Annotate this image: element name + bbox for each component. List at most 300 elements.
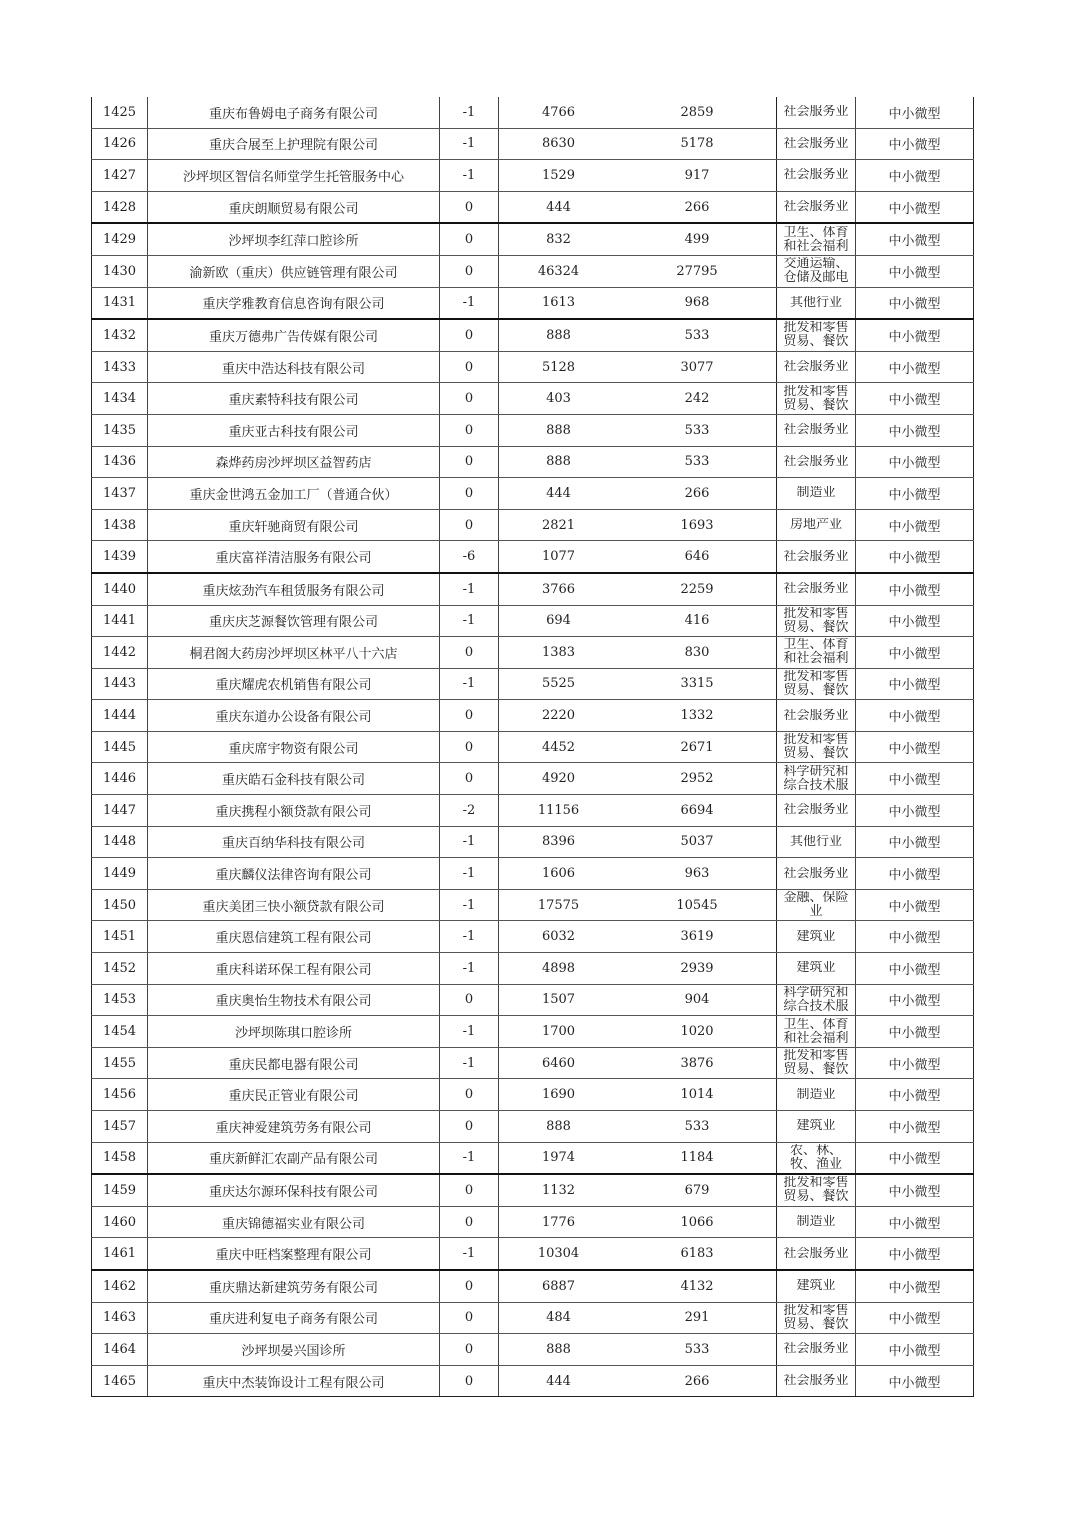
value-2-cell: 3619 [618, 921, 777, 953]
row-number-cell: 1464 [92, 1334, 148, 1366]
table-row [92, 191, 974, 223]
row-number-cell: 1455 [92, 1047, 148, 1079]
value-1-cell: 2220 [499, 700, 619, 732]
value-2-cell: 5178 [618, 128, 777, 160]
enterprise-scale-cell: 中小微型 [856, 668, 974, 700]
value-1-cell: 444 [499, 1365, 619, 1397]
value-1-cell: 1132 [499, 1174, 619, 1206]
table-row [92, 605, 974, 637]
enterprise-scale-cell: 中小微型 [856, 795, 974, 827]
company-name-cell: 重庆美团三快小额贷款有限公司 [148, 889, 440, 921]
table-row [92, 319, 974, 351]
value-1-cell: 1077 [499, 541, 619, 573]
change-value-cell: 0 [440, 223, 499, 255]
industry-cell [777, 478, 856, 510]
row-number-cell: 1439 [92, 541, 148, 573]
industry-label: 建筑业 [796, 961, 836, 976]
change-value-cell: -6 [440, 541, 499, 573]
industry-cell [777, 1079, 856, 1111]
value-1-cell: 403 [499, 383, 619, 415]
industry-cell [777, 637, 856, 669]
value-2-cell: 242 [618, 383, 777, 415]
industry-cell [777, 97, 856, 128]
change-value-cell: 0 [440, 731, 499, 763]
value-2-cell: 1014 [618, 1079, 777, 1111]
table-row [92, 255, 974, 287]
table-row [92, 668, 974, 700]
enterprise-scale-cell: 中小微型 [856, 984, 974, 1016]
value-1-cell: 1776 [499, 1206, 619, 1238]
table-row [92, 1047, 974, 1079]
table-row [92, 128, 974, 160]
row-number-cell: 1427 [92, 160, 148, 192]
table-row [92, 795, 974, 827]
table-row [92, 509, 974, 541]
value-2-cell: 1066 [618, 1206, 777, 1238]
change-value-cell: 0 [440, 700, 499, 732]
company-name-cell: 重庆携程小额贷款有限公司 [148, 795, 440, 827]
industry-label: 社会服务业 [783, 549, 849, 564]
enterprise-scale-cell: 中小微型 [856, 191, 974, 223]
industry-label: 社会服务业 [783, 1374, 849, 1389]
industry-cell [777, 1174, 856, 1206]
enterprise-scale-cell: 中小微型 [856, 1016, 974, 1048]
table-row [92, 1142, 974, 1174]
value-1-cell: 1700 [499, 1016, 619, 1048]
row-number-cell: 1426 [92, 128, 148, 160]
industry-label: 批发和零售贸易、餐饮 [783, 1176, 849, 1205]
value-2-cell: 266 [618, 191, 777, 223]
company-name-cell: 重庆锦德福实业有限公司 [148, 1206, 440, 1238]
industry-label: 房地产业 [789, 518, 842, 533]
value-1-cell: 484 [499, 1302, 619, 1334]
company-name-cell: 重庆达尔源环保科技有限公司 [148, 1174, 440, 1206]
value-1-cell: 1613 [499, 287, 619, 319]
industry-label: 批发和零售贸易、餐饮 [783, 321, 849, 350]
enterprise-scale-cell: 中小微型 [856, 921, 974, 953]
industry-label: 建筑业 [796, 1279, 836, 1294]
enterprise-scale-cell: 中小微型 [856, 255, 974, 287]
table-row [92, 1174, 974, 1206]
company-name-cell: 重庆中浩达科技有限公司 [148, 351, 440, 383]
table-row [92, 1334, 974, 1366]
table-row [92, 921, 974, 953]
company-name-cell: 重庆奥怡生物技术有限公司 [148, 984, 440, 1016]
table-row [92, 889, 974, 921]
company-name-cell: 重庆庆芝源餐饮管理有限公司 [148, 605, 440, 637]
industry-cell [777, 223, 856, 255]
company-name-cell: 重庆亚古科技有限公司 [148, 414, 440, 446]
company-name-cell: 重庆学雅教育信息咨询有限公司 [148, 287, 440, 319]
industry-cell [777, 826, 856, 858]
industry-label: 社会服务业 [783, 105, 849, 120]
change-value-cell: -1 [440, 97, 499, 128]
change-value-cell: -1 [440, 1238, 499, 1270]
change-value-cell: 0 [440, 1206, 499, 1238]
industry-cell [777, 128, 856, 160]
value-1-cell: 4920 [499, 763, 619, 795]
enterprise-scale-cell: 中小微型 [856, 1111, 974, 1143]
change-value-cell: 0 [440, 984, 499, 1016]
value-1-cell: 4766 [499, 97, 619, 128]
enterprise-scale-cell: 中小微型 [856, 731, 974, 763]
row-number-cell: 1437 [92, 478, 148, 510]
enterprise-scale-cell: 中小微型 [856, 1302, 974, 1334]
table-row [92, 1302, 974, 1334]
table-row [92, 541, 974, 573]
industry-cell [777, 414, 856, 446]
row-number-cell: 1456 [92, 1079, 148, 1111]
industry-label: 科学研究和综合技术服 [783, 985, 849, 1014]
table-body [92, 97, 974, 1397]
company-name-cell: 重庆民都电器有限公司 [148, 1047, 440, 1079]
industry-cell [777, 763, 856, 795]
value-1-cell: 444 [499, 478, 619, 510]
industry-cell [777, 795, 856, 827]
data-table [91, 97, 974, 1397]
value-1-cell: 3766 [499, 573, 619, 605]
industry-cell [777, 160, 856, 192]
industry-cell [777, 1365, 856, 1397]
company-name-cell: 重庆合展至上护理院有限公司 [148, 128, 440, 160]
value-1-cell: 1606 [499, 858, 619, 890]
table-row [92, 953, 974, 985]
industry-label: 金融、保险业 [783, 891, 849, 920]
company-name-cell: 重庆神爱建筑劳务有限公司 [148, 1111, 440, 1143]
industry-cell [777, 605, 856, 637]
enterprise-scale-cell: 中小微型 [856, 573, 974, 605]
table-row [92, 414, 974, 446]
industry-cell [777, 541, 856, 573]
company-name-cell: 重庆中杰装饰设计工程有限公司 [148, 1365, 440, 1397]
company-name-cell: 沙坪坝区智信名师堂学生托管服务中心 [148, 160, 440, 192]
company-name-cell: 重庆炫劲汽车租赁服务有限公司 [148, 573, 440, 605]
row-number-cell: 1458 [92, 1142, 148, 1174]
value-2-cell: 963 [618, 858, 777, 890]
industry-cell [777, 1238, 856, 1270]
table-row [92, 763, 974, 795]
enterprise-scale-cell: 中小微型 [856, 605, 974, 637]
industry-label: 社会服务业 [783, 1246, 849, 1261]
enterprise-scale-cell: 中小微型 [856, 637, 974, 669]
company-name-cell: 重庆耀虎农机销售有限公司 [148, 668, 440, 700]
value-2-cell: 533 [618, 1334, 777, 1366]
industry-cell [777, 255, 856, 287]
value-2-cell: 1332 [618, 700, 777, 732]
company-name-cell: 重庆恩信建筑工程有限公司 [148, 921, 440, 953]
industry-cell [777, 1047, 856, 1079]
industry-cell [777, 573, 856, 605]
industry-cell [777, 383, 856, 415]
change-value-cell: -1 [440, 826, 499, 858]
value-2-cell: 917 [618, 160, 777, 192]
value-2-cell: 1184 [618, 1142, 777, 1174]
value-2-cell: 291 [618, 1302, 777, 1334]
enterprise-scale-cell: 中小微型 [856, 858, 974, 890]
value-1-cell: 1507 [499, 984, 619, 1016]
change-value-cell: -1 [440, 953, 499, 985]
industry-cell [777, 1270, 856, 1302]
row-number-cell: 1432 [92, 319, 148, 351]
value-1-cell: 832 [499, 223, 619, 255]
enterprise-scale-cell: 中小微型 [856, 1238, 974, 1270]
industry-cell [777, 351, 856, 383]
company-name-cell: 重庆鼎达新建筑劳务有限公司 [148, 1270, 440, 1302]
value-2-cell: 3315 [618, 668, 777, 700]
company-name-cell: 重庆布鲁姆电子商务有限公司 [148, 97, 440, 128]
value-1-cell: 11156 [499, 795, 619, 827]
table-row [92, 1016, 974, 1048]
change-value-cell: -1 [440, 573, 499, 605]
value-2-cell: 499 [618, 223, 777, 255]
enterprise-scale-cell: 中小微型 [856, 1079, 974, 1111]
row-number-cell: 1453 [92, 984, 148, 1016]
company-name-cell: 森烨药房沙坪坝区益智药店 [148, 446, 440, 478]
value-1-cell: 888 [499, 1111, 619, 1143]
row-number-cell: 1460 [92, 1206, 148, 1238]
company-name-cell: 重庆皓石金科技有限公司 [148, 763, 440, 795]
table-row [92, 1270, 974, 1302]
row-number-cell: 1443 [92, 668, 148, 700]
value-2-cell: 4132 [618, 1270, 777, 1302]
value-2-cell: 10545 [618, 889, 777, 921]
table-row [92, 287, 974, 319]
company-name-cell: 重庆素特科技有限公司 [148, 383, 440, 415]
industry-cell [777, 984, 856, 1016]
industry-label: 建筑业 [796, 929, 836, 944]
value-2-cell: 416 [618, 605, 777, 637]
industry-label: 农、林、牧、渔业 [789, 1143, 842, 1172]
enterprise-scale-cell: 中小微型 [856, 889, 974, 921]
enterprise-scale-cell: 中小微型 [856, 383, 974, 415]
value-2-cell: 27795 [618, 255, 777, 287]
value-1-cell: 888 [499, 1334, 619, 1366]
industry-label: 社会服务业 [783, 454, 849, 469]
row-number-cell: 1451 [92, 921, 148, 953]
value-1-cell: 694 [499, 605, 619, 637]
row-number-cell: 1438 [92, 509, 148, 541]
industry-label: 卫生、体育和社会福利 [783, 1017, 849, 1046]
industry-label: 批发和零售贸易、餐饮 [783, 1049, 849, 1078]
value-2-cell: 533 [618, 1111, 777, 1143]
industry-label: 制造业 [796, 1215, 836, 1230]
value-1-cell: 888 [499, 414, 619, 446]
value-1-cell: 1383 [499, 637, 619, 669]
value-2-cell: 5037 [618, 826, 777, 858]
table-row [92, 446, 974, 478]
company-name-cell: 重庆民正管业有限公司 [148, 1079, 440, 1111]
table-row [92, 826, 974, 858]
change-value-cell: 0 [440, 1302, 499, 1334]
value-2-cell: 533 [618, 319, 777, 351]
value-2-cell: 6694 [618, 795, 777, 827]
value-2-cell: 1693 [618, 509, 777, 541]
industry-label: 批发和零售贸易、餐饮 [783, 384, 849, 413]
industry-label: 批发和零售贸易、餐饮 [783, 669, 849, 698]
value-1-cell: 8396 [499, 826, 619, 858]
row-number-cell: 1429 [92, 223, 148, 255]
value-2-cell: 6183 [618, 1238, 777, 1270]
company-name-cell: 重庆金世鸿五金加工厂（普通合伙） [148, 478, 440, 510]
industry-label: 交通运输、仓储及邮电 [783, 257, 849, 286]
change-value-cell: 0 [440, 383, 499, 415]
row-number-cell: 1434 [92, 383, 148, 415]
enterprise-scale-cell: 中小微型 [856, 763, 974, 795]
company-name-cell: 重庆朗顺贸易有限公司 [148, 191, 440, 223]
value-1-cell: 46324 [499, 255, 619, 287]
enterprise-scale-cell: 中小微型 [856, 97, 974, 128]
industry-cell [777, 921, 856, 953]
company-name-cell: 桐君阁大药房沙坪坝区林平八十六店 [148, 637, 440, 669]
value-1-cell: 1529 [499, 160, 619, 192]
value-2-cell: 533 [618, 414, 777, 446]
change-value-cell: 0 [440, 414, 499, 446]
value-1-cell: 6460 [499, 1047, 619, 1079]
industry-label: 社会服务业 [783, 866, 849, 881]
company-name-cell: 重庆百纳华科技有限公司 [148, 826, 440, 858]
enterprise-scale-cell: 中小微型 [856, 446, 974, 478]
change-value-cell: 0 [440, 1174, 499, 1206]
enterprise-scale-cell: 中小微型 [856, 700, 974, 732]
company-name-cell: 重庆席宇物资有限公司 [148, 731, 440, 763]
row-number-cell: 1435 [92, 414, 148, 446]
enterprise-scale-cell: 中小微型 [856, 128, 974, 160]
enterprise-scale-cell: 中小微型 [856, 509, 974, 541]
enterprise-scale-cell: 中小微型 [856, 1334, 974, 1366]
table-row [92, 97, 974, 128]
row-number-cell: 1431 [92, 287, 148, 319]
enterprise-scale-cell: 中小微型 [856, 160, 974, 192]
value-2-cell: 968 [618, 287, 777, 319]
table-row [92, 351, 974, 383]
table-row [92, 731, 974, 763]
industry-cell [777, 191, 856, 223]
change-value-cell: -1 [440, 1047, 499, 1079]
industry-label: 社会服务业 [783, 200, 849, 215]
change-value-cell: 0 [440, 1334, 499, 1366]
value-1-cell: 888 [499, 319, 619, 351]
value-1-cell: 8630 [499, 128, 619, 160]
change-value-cell: -1 [440, 921, 499, 953]
table-row [92, 1079, 974, 1111]
industry-cell [777, 1302, 856, 1334]
value-2-cell: 266 [618, 478, 777, 510]
industry-cell [777, 319, 856, 351]
value-2-cell: 266 [618, 1365, 777, 1397]
company-name-cell: 重庆新鲜汇农副产品有限公司 [148, 1142, 440, 1174]
industry-cell [777, 700, 856, 732]
company-name-cell: 沙坪坝李红萍口腔诊所 [148, 223, 440, 255]
change-value-cell: -1 [440, 668, 499, 700]
enterprise-scale-cell: 中小微型 [856, 223, 974, 255]
row-number-cell: 1448 [92, 826, 148, 858]
row-number-cell: 1430 [92, 255, 148, 287]
industry-label: 批发和零售贸易、餐饮 [783, 606, 849, 635]
industry-label: 社会服务业 [783, 360, 849, 375]
value-1-cell: 4452 [499, 731, 619, 763]
row-number-cell: 1457 [92, 1111, 148, 1143]
industry-cell [777, 668, 856, 700]
industry-cell [777, 1334, 856, 1366]
industry-label: 建筑业 [796, 1119, 836, 1134]
company-name-cell: 沙坪坝晏兴国诊所 [148, 1334, 440, 1366]
enterprise-scale-cell: 中小微型 [856, 1142, 974, 1174]
enterprise-scale-cell: 中小微型 [856, 319, 974, 351]
row-number-cell: 1462 [92, 1270, 148, 1302]
company-name-cell: 重庆轩驰商贸有限公司 [148, 509, 440, 541]
value-2-cell: 679 [618, 1174, 777, 1206]
row-number-cell: 1465 [92, 1365, 148, 1397]
table-row [92, 1206, 974, 1238]
table-row [92, 160, 974, 192]
row-number-cell: 1442 [92, 637, 148, 669]
industry-cell [777, 1206, 856, 1238]
table-row [92, 383, 974, 415]
row-number-cell: 1461 [92, 1238, 148, 1270]
industry-label: 批发和零售贸易、餐饮 [783, 1303, 849, 1332]
table-row [92, 984, 974, 1016]
industry-label: 社会服务业 [783, 1342, 849, 1357]
company-name-cell: 重庆万德弗广告传媒有限公司 [148, 319, 440, 351]
change-value-cell: 0 [440, 478, 499, 510]
change-value-cell: -1 [440, 160, 499, 192]
row-number-cell: 1454 [92, 1016, 148, 1048]
value-1-cell: 6887 [499, 1270, 619, 1302]
row-number-cell: 1425 [92, 97, 148, 128]
enterprise-scale-cell: 中小微型 [856, 826, 974, 858]
row-number-cell: 1459 [92, 1174, 148, 1206]
industry-cell [777, 858, 856, 890]
change-value-cell: 0 [440, 255, 499, 287]
industry-label: 社会服务业 [783, 168, 849, 183]
change-value-cell: -1 [440, 858, 499, 890]
change-value-cell: -1 [440, 287, 499, 319]
enterprise-scale-cell: 中小微型 [856, 414, 974, 446]
industry-cell [777, 731, 856, 763]
change-value-cell: 0 [440, 509, 499, 541]
company-name-cell: 重庆进利复电子商务有限公司 [148, 1302, 440, 1334]
value-2-cell: 2259 [618, 573, 777, 605]
row-number-cell: 1441 [92, 605, 148, 637]
row-number-cell: 1463 [92, 1302, 148, 1334]
enterprise-scale-cell: 中小微型 [856, 953, 974, 985]
change-value-cell: 0 [440, 351, 499, 383]
value-2-cell: 830 [618, 637, 777, 669]
industry-label: 其他行业 [789, 295, 842, 310]
industry-cell [777, 889, 856, 921]
table-row [92, 1365, 974, 1397]
table-row [92, 573, 974, 605]
row-number-cell: 1450 [92, 889, 148, 921]
change-value-cell: -1 [440, 889, 499, 921]
change-value-cell: -1 [440, 128, 499, 160]
enterprise-scale-cell: 中小微型 [856, 287, 974, 319]
industry-label: 社会服务业 [783, 423, 849, 438]
value-2-cell: 3077 [618, 351, 777, 383]
value-2-cell: 1020 [618, 1016, 777, 1048]
value-2-cell: 2671 [618, 731, 777, 763]
value-2-cell: 2939 [618, 953, 777, 985]
company-name-cell: 重庆东道办公设备有限公司 [148, 700, 440, 732]
change-value-cell: 0 [440, 319, 499, 351]
value-2-cell: 533 [618, 446, 777, 478]
row-number-cell: 1446 [92, 763, 148, 795]
change-value-cell: 0 [440, 1079, 499, 1111]
enterprise-scale-cell: 中小微型 [856, 478, 974, 510]
change-value-cell: 0 [440, 1365, 499, 1397]
table-row [92, 700, 974, 732]
change-value-cell: 0 [440, 191, 499, 223]
